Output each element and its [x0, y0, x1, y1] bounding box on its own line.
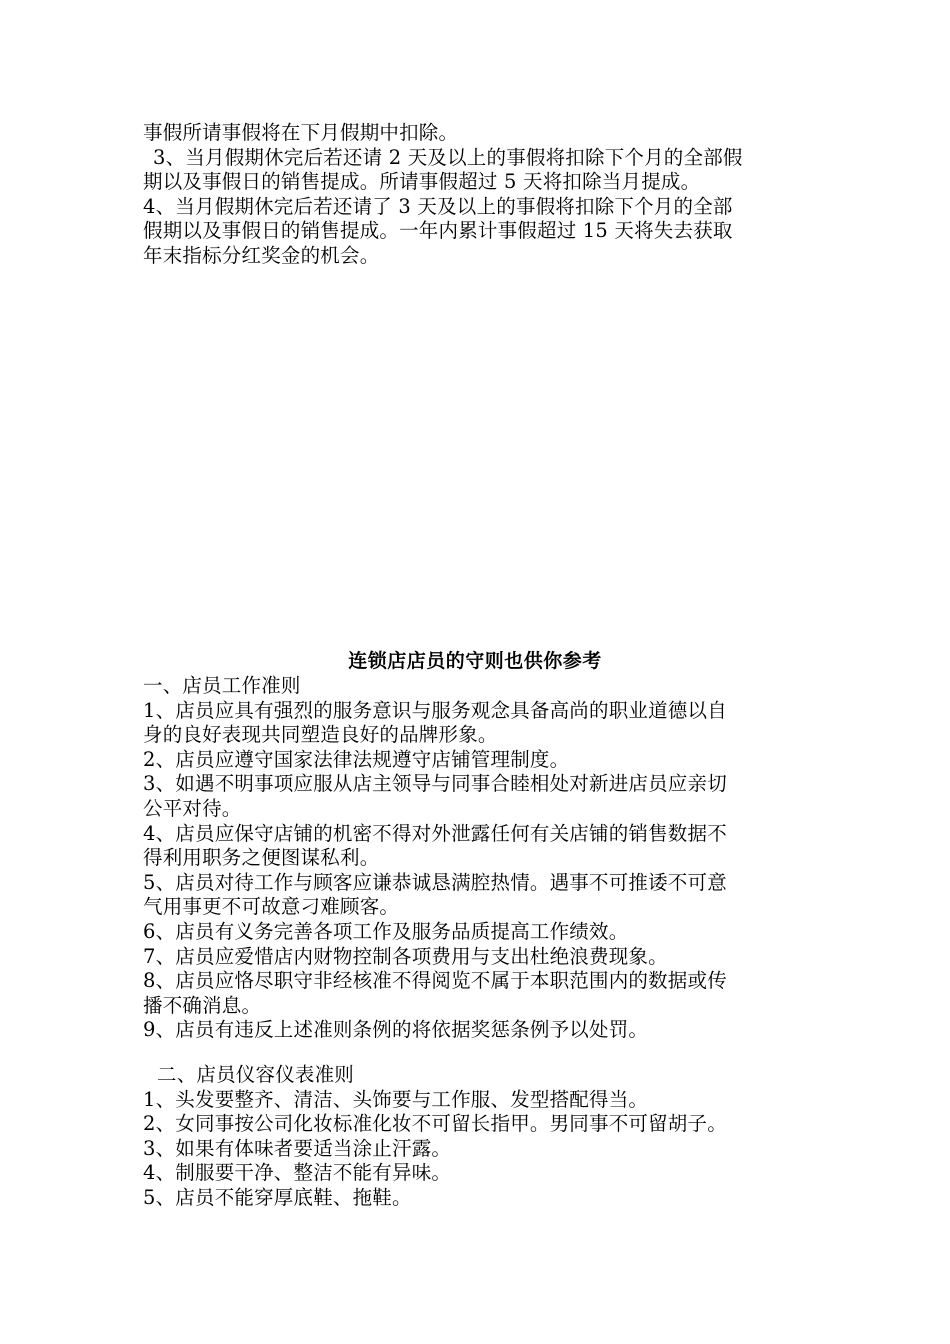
text-line: 事假所请事假将在下月假期中扣除。	[143, 121, 459, 144]
text-line: 4、制服要干净、整洁不能有异味。	[143, 1161, 452, 1185]
text-line: 假期以及事假日的销售提成。一年内累计事假超过 15 天将失去获取	[143, 219, 733, 243]
text-line: 2、店员应遵守国家法律法规遵守店铺管理制度。	[143, 747, 570, 771]
text-line: 8、店员应恪尽职守非经核准不得阅览不属于本职范围内的数据或传	[143, 969, 727, 993]
text-line: 5、店员不能穿厚底鞋、拖鞋。	[143, 1185, 412, 1209]
text-line: 4、当月假期休完后若还请了 3 天及以上的事假将扣除下个月的全部	[143, 194, 733, 218]
text-line: 3、如遇不明事项应服从店主领导与同事合睦相处对新进店员应亲切	[143, 772, 727, 796]
text-line: 5、店员对待工作与顾客应谦恭诚恳满腔热情。遇事不可推诿不可意	[143, 870, 727, 894]
text-line: 4、店员应保守店铺的机密不得对外泄露任何有关店铺的销售数据不	[143, 821, 727, 845]
section-heading: 二、店员仪容仪表准则	[157, 1062, 355, 1086]
text-line: 1、头发要整齐、清洁、头饰要与工作服、发型搭配得当。	[143, 1087, 649, 1111]
section-work-rules	[143, 674, 808, 1210]
text-line: 7、店员应爱惜店内财物控制各项费用与支出杜绝浪费现象。	[143, 944, 668, 968]
text-line: 年末指标分红奖金的机会。	[143, 243, 380, 267]
section-heading: 一、店员工作准则	[143, 674, 301, 697]
top-section	[143, 121, 808, 269]
text-line: 身的良好表现共同塑造良好的品牌形象。	[143, 723, 498, 747]
text-line: 3、如果有体味者要适当涂止汗露。	[143, 1136, 452, 1160]
text-line: 2、女同事按公司化妆标准化妆不可留长指甲。男同事不可留胡子。	[143, 1112, 727, 1136]
text-line: 期以及事假日的销售提成。所请事假超过 5 天将扣除当月提成。	[143, 170, 701, 194]
text-line: 播不确消息。	[143, 993, 262, 1017]
text-line: 6、店员有义务完善各项工作及服务品质提高工作绩效。	[143, 919, 629, 943]
text-line: 公平对待。	[143, 796, 242, 820]
text-line: 9、店员有违反上述准则条例的将依据奖惩条例予以处罚。	[143, 1018, 649, 1042]
spacer	[143, 1043, 808, 1063]
text-line: 3、当月假期休完后若还请 2 天及以上的事假将扣除下个月的全部假	[153, 145, 743, 169]
text-line: 气用事更不可故意刁难顾客。	[143, 895, 400, 919]
text-line: 得利用职务之便图谋私利。	[143, 846, 380, 870]
document-title: 连锁店店员的守则也供你参考	[348, 650, 602, 672]
text-line: 1、店员应具有强烈的服务意识与服务观念具备高尚的职业道德以自	[143, 698, 727, 722]
